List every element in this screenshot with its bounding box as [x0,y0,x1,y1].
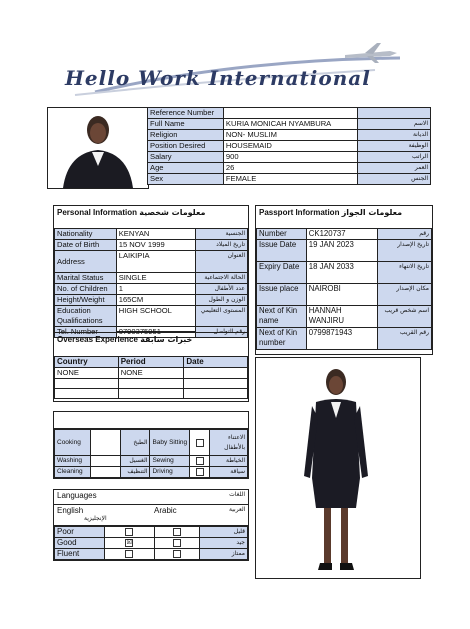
skill-label-2-ar: الخياطة [210,456,248,467]
languages-title-row: Languages اللغات [54,490,248,505]
arabic-level-checkbox[interactable] [173,528,181,536]
english-level-checkbox[interactable]: ☒ [126,540,132,546]
english-level-checkbox[interactable] [125,550,133,558]
passport-value: CK120737 [306,229,378,240]
passport-label-ar: تاريخ الإصدار [378,240,432,262]
passport-row [257,306,432,328]
overseas-cell [184,368,248,379]
checkbox[interactable] [196,439,204,447]
skill-check-1 [90,456,120,467]
personal-label: Nationality [55,229,117,240]
summary-row [148,163,431,174]
summary-row [148,108,431,119]
summary-label: Full Name [148,119,224,130]
skills-row [55,456,248,467]
overseas-row [55,389,248,399]
overseas-header: Period [118,357,184,368]
summary-label: Position Desired [148,141,224,152]
personal-value: 0790375951 [116,327,195,338]
passport-value: 0799871943 [306,328,378,350]
language-level-row [55,538,248,549]
summary-label-ar [357,108,430,119]
skill-label: Cleaning [55,467,91,478]
skill-label-ar: الطبخ [120,430,150,456]
skill-check-1 [90,430,120,456]
passport-value: 19 JAN 2023 [306,240,378,262]
overseas-cell [55,379,119,389]
applicant-photo-full-body [255,357,421,579]
language-level-row [55,549,248,560]
summary-table [147,107,431,185]
personal-row [55,251,248,273]
passport-label-ar: رقم القريب [378,328,432,350]
overseas-header: Country [55,357,119,368]
skill-check-1 [90,467,120,478]
summary-label-ar: الراتب [357,152,430,163]
skill-label: Cooking [55,430,91,456]
summary-value: NON- MUSLIM [223,130,357,141]
arabic-checkbox-cell [154,538,200,549]
personal-label-ar: الحالة الاجتماعية [196,273,248,284]
skills-section [53,411,249,479]
overseas-row [55,368,248,379]
overseas-cell [118,389,184,399]
passport-info-table [256,228,432,350]
passport-label-ar: تاريخ الانتهاء [378,262,432,284]
summary-label: Reference Number [148,108,224,119]
logo-text: Hello Work International [65,66,371,90]
passport-label-ar: مكان الإصدار [378,284,432,306]
personal-info-table [54,228,248,338]
passport-label: Expiry Date [257,262,307,284]
skill-checkbox [190,456,210,467]
personal-label-ar: العنوان [196,251,248,273]
summary-label-ar: العمر [357,163,430,174]
skill-label-2-ar: الاعتناء بالأطفال [210,430,248,456]
personal-row [55,240,248,251]
personal-info-title: Personal Information معلومات شخصية [57,208,206,217]
passport-label-ar: اسم شخص قريب [378,306,432,328]
personal-row [55,229,248,240]
personal-row [55,273,248,284]
personal-label: No. of Children [55,284,117,295]
language-level-label: Poor [55,527,105,538]
personal-label-ar: المستوى التعليمي [196,306,248,327]
summary-value: KURIA MONICAH NYAMBURA [223,119,357,130]
personal-value: 165CM [116,295,195,306]
passport-row [257,284,432,306]
summary-label: Age [148,163,224,174]
overseas-row [55,379,248,389]
overseas-header: Date [184,357,248,368]
skill-checkbox [190,430,210,456]
summary-value: FEMALE [223,174,357,185]
language-level-label-ar: قليل [200,527,248,538]
passport-value: HANNAH WANJIRU [306,306,378,328]
personal-value: SINGLE [116,273,195,284]
skill-label-ar: التنظيف [120,467,150,478]
personal-row [55,295,248,306]
english-level-checkbox[interactable] [125,528,133,536]
passport-label: Issue Date [257,240,307,262]
language-level-label-ar: ممتاز [200,549,248,560]
summary-label-ar: الاسم [357,119,430,130]
passport-row [257,262,432,284]
personal-label-ar: الوزن و الطول [196,295,248,306]
summary-value: HOUSEMAID [223,141,357,152]
summary-row [148,141,431,152]
passport-row [257,328,432,350]
summary-label-ar: الديانة [357,130,430,141]
skill-label: Washing [55,456,91,467]
arabic-level-checkbox[interactable] [173,539,181,547]
overseas-experience-table [54,356,248,399]
summary-row [148,130,431,141]
checkbox[interactable] [196,468,204,476]
skill-label-2-ar: سياقة [210,467,248,478]
passport-row [257,229,432,240]
summary-value: 900 [223,152,357,163]
personal-label: Date of Birth [55,240,117,251]
summary-label: Sex [148,174,224,185]
english-checkbox-cell [104,527,154,538]
overseas-cell [184,379,248,389]
personal-label: Address [55,251,117,273]
summary-label: Salary [148,152,224,163]
arabic-checkbox-cell [154,527,200,538]
summary-label-ar: الجنس [357,174,430,185]
overseas-experience-section [53,332,249,402]
summary-row [148,174,431,185]
overseas-cell [55,389,119,399]
english-checkbox-cell [104,538,154,549]
summary-value: 26 [223,163,357,174]
language-level-label-ar: جيد [200,538,248,549]
personal-label: Education Qualifications [55,306,117,327]
personal-label: Tel. Number [55,327,117,338]
skill-label-2: Sewing [150,456,190,467]
passport-label: Next of Kin number [257,328,307,350]
overseas-experience-title: Overseas Experience خبرات سابقة [57,335,193,344]
arabic-level-checkbox[interactable] [173,550,181,558]
language-level-label: Fluent [55,549,105,560]
summary-row [148,119,431,130]
personal-value: LAIKIPIA [116,251,195,273]
personal-row [55,284,248,295]
company-logo [55,40,415,100]
skills-row [55,430,248,456]
skill-label-2: Driving [150,467,190,478]
skills-header-blank [54,412,248,429]
personal-value: 15 NOV 1999 [116,240,195,251]
summary-label: Religion [148,130,224,141]
overseas-cell [184,389,248,399]
passport-label-ar: رقم [378,229,432,240]
language-level-row [55,527,248,538]
passport-value: NAIROBI [306,284,378,306]
passport-row [257,240,432,262]
personal-value: KENYAN [116,229,195,240]
summary-row [148,152,431,163]
personal-label-ar: الجنسية [196,229,248,240]
personal-label-ar: عدد الأطفال [196,284,248,295]
languages-table [54,526,248,560]
passport-label: Issue place [257,284,307,306]
personal-info-section [53,205,249,336]
skill-label-2: Baby Sitting [150,430,190,456]
applicant-photo-portrait [47,107,149,189]
personal-value: HIGH SCHOOL [116,306,195,327]
languages-section [53,489,249,561]
personal-row [55,306,248,327]
personal-label-ar: تاريخ الميلاد [196,240,248,251]
personal-label-ar: رقم التواصل [196,327,248,338]
overseas-cell: NONE [55,368,119,379]
personal-value: 1 [116,284,195,295]
arabic-checkbox-cell [154,549,200,560]
skills-row [55,467,248,478]
checkbox[interactable] [196,457,204,465]
passport-label: Next of Kin name [257,306,307,328]
skill-checkbox [190,467,210,478]
summary-value [223,108,357,119]
english-checkbox-cell [104,549,154,560]
passport-label: Number [257,229,307,240]
summary-label-ar: الوظيفة [357,141,430,152]
passport-info-section [255,205,433,355]
overseas-cell: NONE [118,368,184,379]
skills-table [54,429,248,478]
languages-col-header: English الإنجليزية Arabic العربية [54,505,248,526]
overseas-cell [118,379,184,389]
personal-label: Height/Weight [55,295,117,306]
passport-info-title: Passport Information معلومات الجواز [259,208,403,217]
overseas-header-row [55,357,248,368]
language-level-label: Good [55,538,105,549]
passport-value: 18 JAN 2033 [306,262,378,284]
skill-label-ar: الغسيل [120,456,150,467]
personal-label: Marital Status [55,273,117,284]
